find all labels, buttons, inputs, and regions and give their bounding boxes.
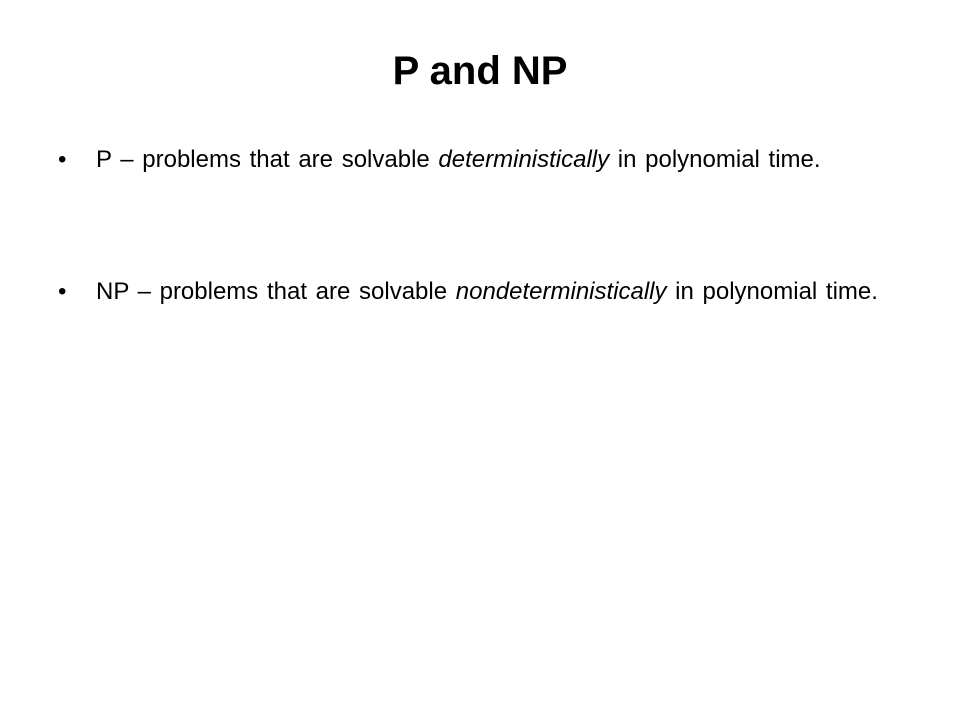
bullet-text-emphasis: deterministically [438,146,610,173]
bullet-icon: • [58,278,67,305]
bullet-icon: • [58,146,67,173]
bullet-item-p [58,142,918,178]
bullet-text-tail: in polynomial time. [666,278,878,305]
bullet-list [58,142,918,310]
bullet-text-lead: NP – problems that are solvable [96,278,456,305]
bullet-text-lead: P – problems that are solvable [96,146,439,173]
bullet-text-emphasis: nondeterministically [455,278,667,305]
bullet-text-tail: in polynomial time. [609,146,821,173]
bullet-item-np [58,274,918,310]
slide-title: P and NP [392,49,568,93]
